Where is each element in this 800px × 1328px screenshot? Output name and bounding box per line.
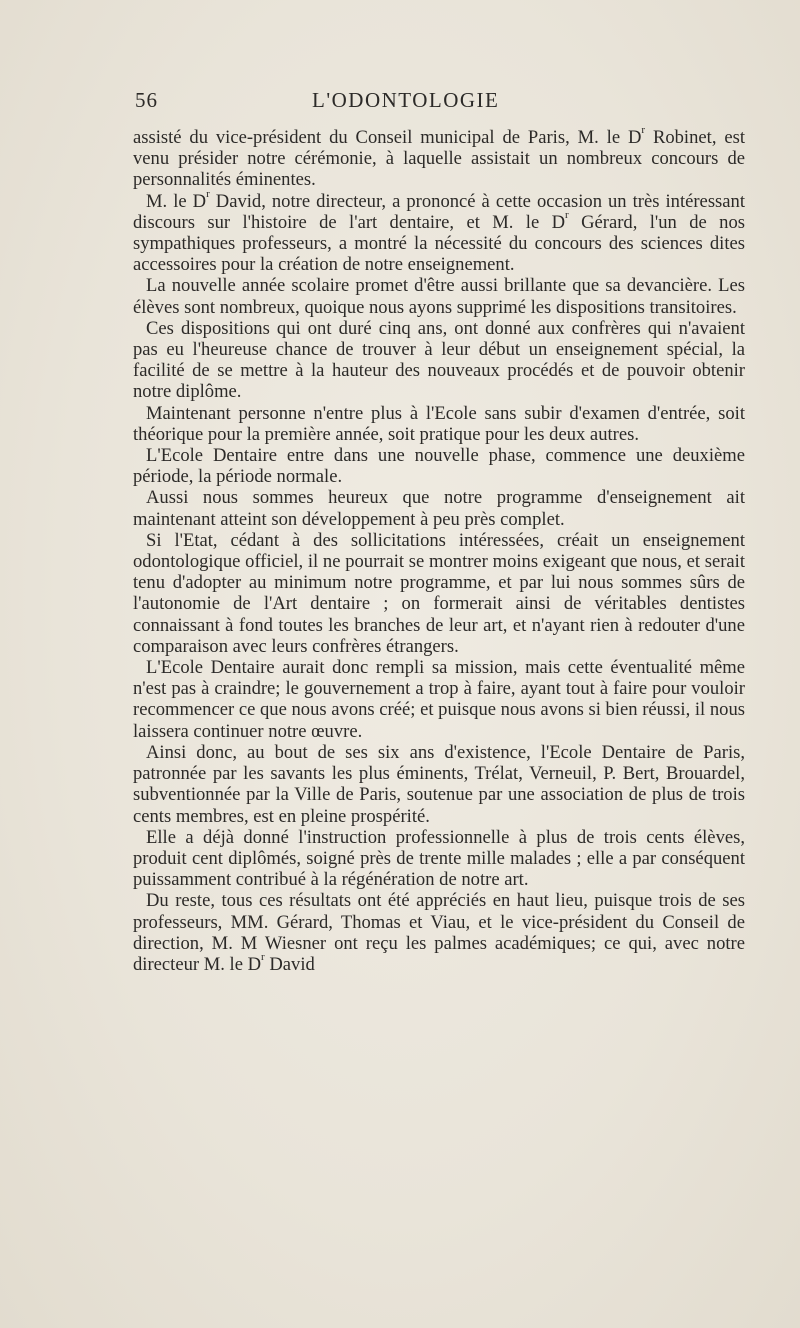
paragraph — [133, 487, 745, 529]
paragraph-text: Ces dispositions qui ont duré cinq ans, ont donné aux confrères qui n'avaient pas eu l'heureuse chance de trouver à leur début un enseignement spécial, la facilité de se mettre à la hauteur des nouveaux procédés et de pouvoir obtenir notre diplôme. — [133, 317, 745, 403]
paragraph-text: Du reste, tous ces résultats ont été appréciés en haut lieu, puisque trois de ses professeurs, MM. Gérard, Thomas et Viau, et le vice-président du Conseil de direction, M. M Wiesner ont reçu les palmes académiques; ce qui, avec notre directeur M. le D — [133, 890, 745, 975]
paragraph-text: Elle a déjà donné l'instruction professionnelle à plus de trois cents élèves, produit cent diplômés, soigné près de trente mille malades ; elle a par conséquent puissamment contribué à la régénération de notre art. — [133, 826, 745, 891]
paragraph-text: David, notre directeur, a prononcé à cette occasion un très intéressant discours sur l'histoire de l'art dentaire, et M. le D — [133, 190, 746, 233]
paragraph-text: assisté du vice-président du Conseil municipal de Paris, M. le D — [133, 127, 642, 148]
paragraph-text: Maintenant personne n'entre plus à l'Ecole sans subir d'examen d'entrée, soit théorique pour la première année, soit pratique pour les deux autres. — [133, 402, 745, 445]
paragraph-text: Si l'Etat, cédant à des sollicitations intéressées, créait un enseignement odontologique officiel, il ne pourrait se montrer moins exigeant que nous, et serait tenu d'adopter au minimum notre programme, et par lui nous sommes sûrs de l'autonomie de l'Art dentaire ; on formerait ainsi de véritables dentistes connaissant à fond toutes les branches de leur art, et n'ayant rien à redouter d'une comparaison avec leurs confrères étrangers. — [133, 529, 745, 657]
paragraph-text: Aussi nous sommes heureux que notre programme d'enseignement ait maintenant atteint son développement à peu près complet. — [133, 487, 745, 530]
paragraph — [133, 403, 745, 445]
paragraph-text: Ainsi donc, au bout de ses six ans d'existence, l'Ecole Dentaire de Paris, patronnée par les savants les plus éminents, Trélat, Verneuil, P. Bert, Brouardel, subventionnée par la Ville de Paris, soutenue par une association de plus de trois cents membres, est en pleine prospérité. — [133, 741, 745, 827]
paragraph-text: Gérard, l'un de nos sympathiques professeurs, a montré la nécessité du concours des sciences dites accessoires pour la création de notre enseignement. — [133, 211, 745, 276]
paragraph — [133, 445, 745, 487]
paragraph — [133, 187, 746, 276]
paragraph — [133, 124, 745, 191]
paragraph — [133, 318, 745, 403]
page-header — [0, 88, 800, 118]
superscript-abbrev: r — [206, 187, 210, 200]
paragraph — [133, 890, 745, 975]
paragraph — [133, 275, 745, 317]
superscript-abbrev: r — [641, 124, 646, 136]
page-number: 56 — [135, 88, 158, 112]
paragraph — [133, 827, 745, 891]
paragraph-text: David — [264, 953, 315, 975]
running-title: L'ODONTOLOGIE — [312, 88, 500, 112]
body-text — [133, 124, 746, 975]
superscript-abbrev: r — [565, 208, 569, 221]
paragraph-text: M. le D — [146, 190, 207, 212]
paragraph — [133, 530, 745, 657]
paragraph-text: La nouvelle année scolaire promet d'être aussi brillante que sa devancière. Les élèves sont nombreux, quoique nous ayons supprimé les dispositions transitoires. — [133, 275, 745, 318]
paragraph-text: L'Ecole Dentaire aurait donc rempli sa mission, mais cette éventualité même n'est pas à craindre; le gouvernement a trop à faire, ayant tout à faire pour vouloir recommencer ce que nous avons créé; et puisque nous avons si bien réussi, il nous laissera continuer notre œuvre. — [133, 657, 745, 742]
paragraph — [133, 742, 745, 827]
paragraph-text: L'Ecole Dentaire entre dans une nouvelle phase, commence une deuxième période, la période normale. — [133, 445, 745, 488]
paragraph-text: Robinet, est venu présider notre cérémonie, à laquelle assistait un nombreux concours de personnalités éminentes. — [133, 127, 745, 191]
paragraph — [133, 657, 745, 742]
superscript-abbrev: r — [261, 950, 265, 963]
